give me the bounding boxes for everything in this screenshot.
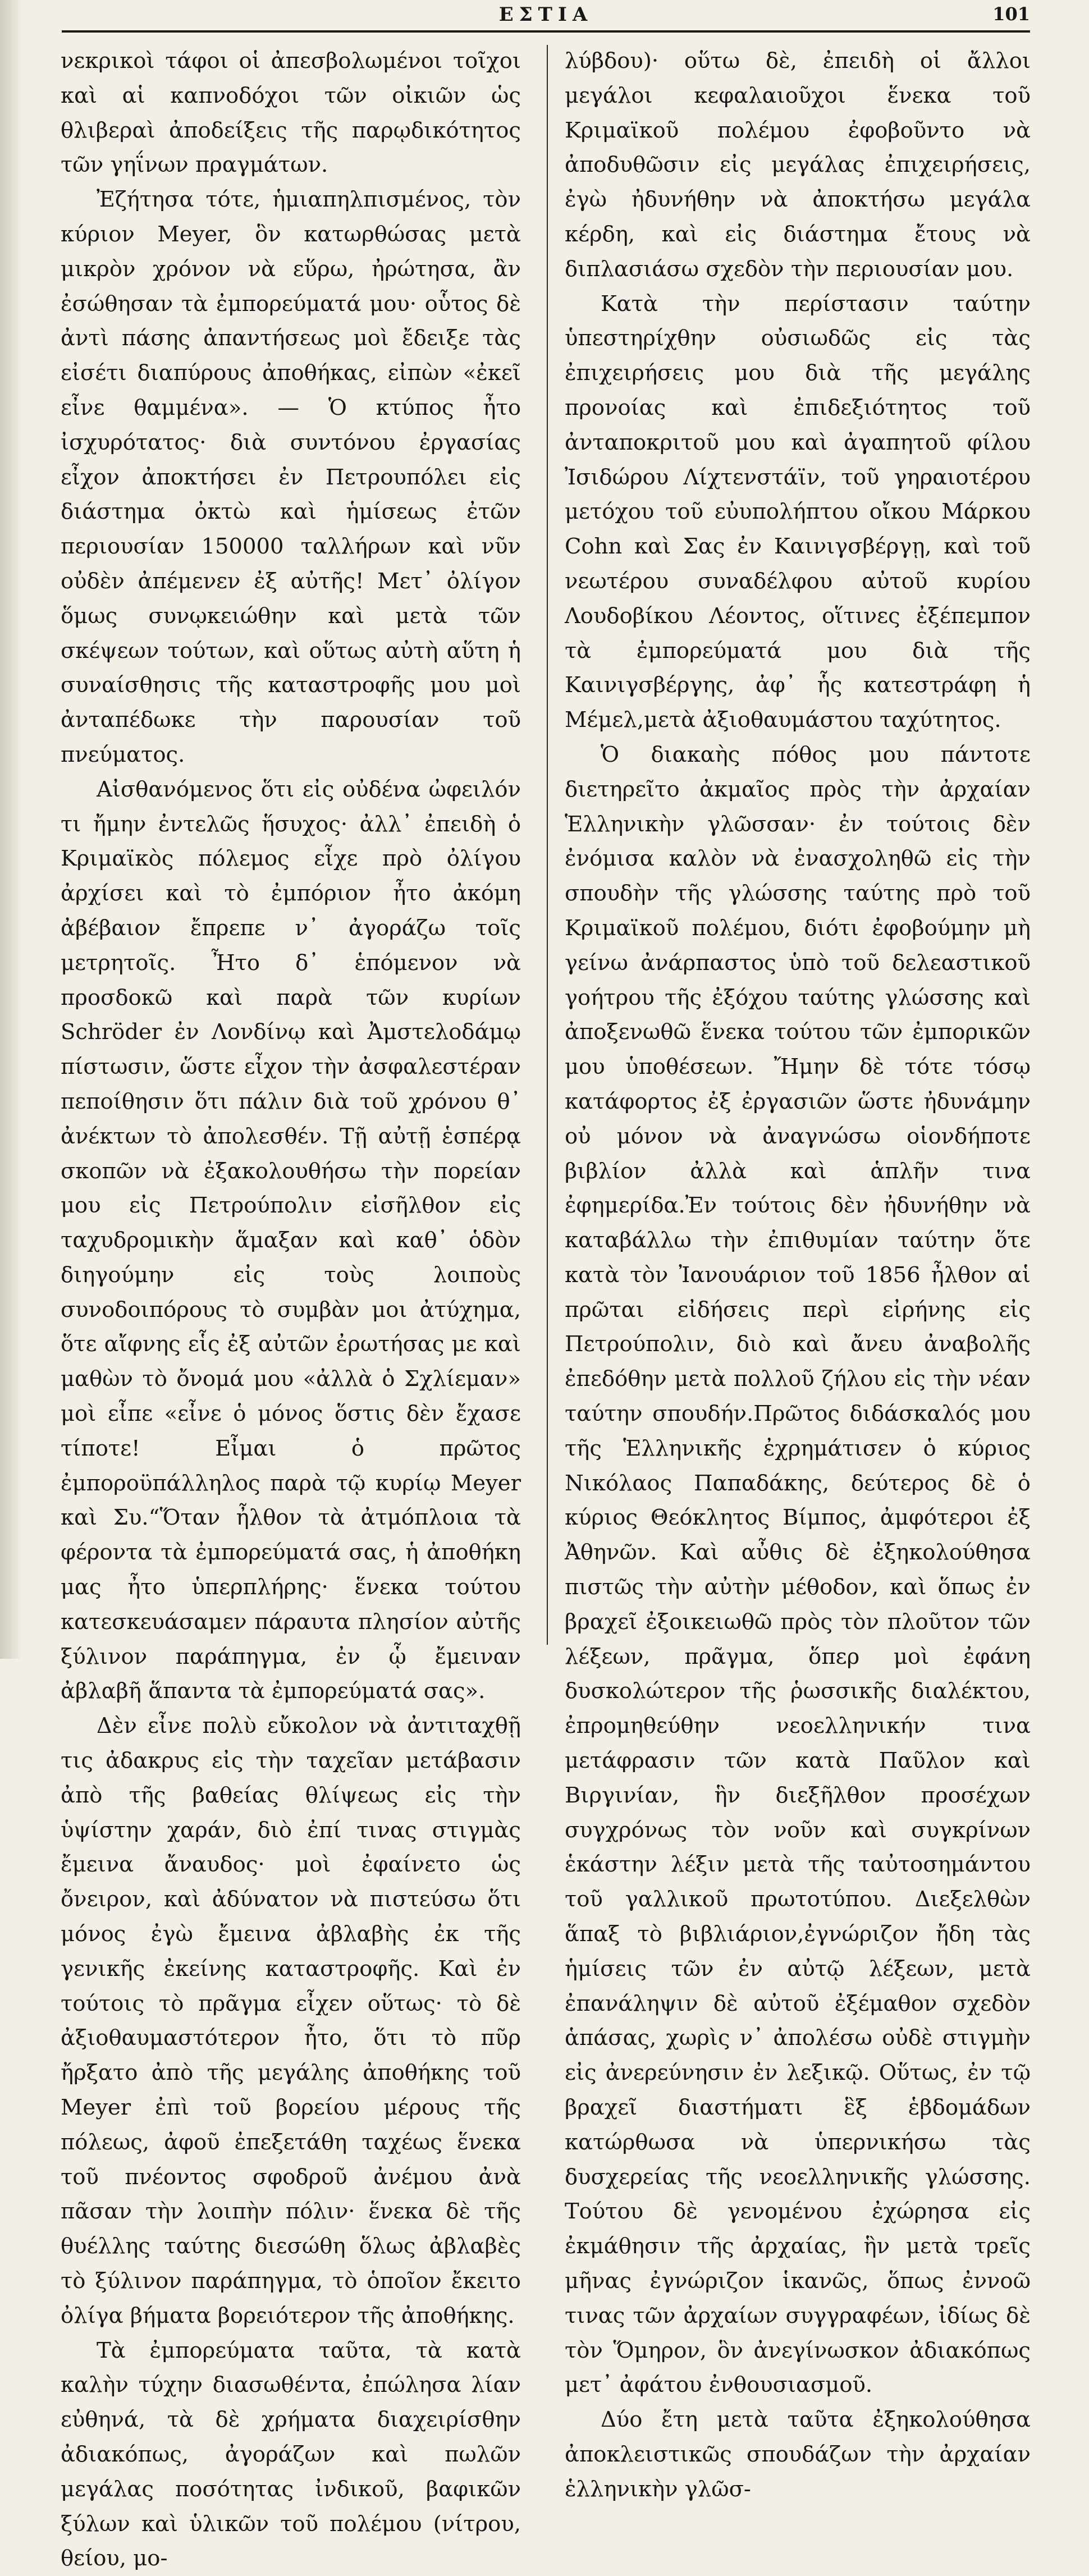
paragraph: Ὁ διακαὴς πόθος μου πάντοτε διετηρεῖτο ἀκμαῖος πρὸς τὴν ἀρχαίαν Ἑλληνικὴν γλῶσσαν· ἐν τούτοις δὲν ἐνόμισα καλὸν νὰ ἐνασχοληθῶ εἰς τὴν σπουδὴν τῆς γλώσσης ταύτης πρὸ τοῦ Κριμαϊκοῦ πολέμου, διότι ἐφοβούμην μὴ γείνω ἀνάρπαστος ὑπὸ τοῦ δελεαστικοῦ γοήτρου τῆς ἐξόχου ταύτης γλώσσης καὶ ἀποξενωθῶ ἕνεκα τούτου τῶν ἐμπορικῶν μου ὑποθέσεων. Ἤμην δὲ τότε τόσῳ κατάφορτος ἐξ ἐργασιῶν ὥστε ἠδυνάμην οὐ μόνον νὰ ἀναγνώσω οἱονδήποτε βιβλίον ἀλλὰ καὶ ἁπλῆν τινα ἐφημερίδα.Ἐν τούτοις δὲν ἠδυνήθην νὰ καταβάλλω τὴν ἐπιθυμίαν ταύτην ὅτε κατὰ τὸν Ἰανουάριον τοῦ 1856 ἦλθον αἱ πρῶται εἰδήσεις περὶ εἰρήνης εἰς Πετρούπολιν, διὸ καὶ ἄνευ ἀναβολῆς ἐπεδόθην μετὰ πολλοῦ ζήλου εἰς τὴν νέαν ταύτην σπουδήν.Πρῶτος διδάσκαλός μου τῆς Ἑλληνικῆς ἐχρημάτισεν ὁ κύριος Νικόλαος Παπαδάκης, δεύτερος δὲ ὁ κύριος Θεόκλητος Βίμπος, ἀμφότεροι ἐξ Ἀθηνῶν. Καὶ αὖθις δὲ ἐξηκολούθησα πιστῶς τὴν αὐτὴν μέθοδον, καὶ ὅπως ἐν βραχεῖ ἐξοικειωθῶ πρὸς τὸν πλοῦτον τῶν λέξεων, πρᾶγμα, ὅπερ μοὶ ἐφάνη δυσκολώτερον τῆς ῥωσσικῆς διαλέκτου, ἐπρομηθεύθην νεοελληνικήν τινα μετάφρασιν τῶν κατὰ Παῦλον καὶ Βιργινίαν, ἣν διεξῆλθον προσέχων συγχρόνως τὸν νοῦν καὶ συγκρίνων ἑκάστην λέξιν μετὰ τῆς ταὐτοσημάντου τοῦ γαλλικοῦ πρωτοτύπου. Διεξελθὼν ἅπαξ τὸ βιβλιάριον,ἐγνώριζον ἤδη τὰς ἡμίσεις τῶν ἐν αὐτῷ λέξεων, μετὰ ἐπανάληψιν δὲ αὐτοῦ ἐξέμαθον σχεδὸν ἁπάσας, χωρὶς ν᾿ ἀπολέσω οὐδὲ στιγμὴν εἰς ἀνερεύνησιν ἐν λεξικῷ. Οὕτως, ἐν τῷ βραχεῖ διαστήματι ἓξ ἑβδομάδων κατώρθωσα νὰ ὑπερνικήσω τὰς δυσχερείας τῆς νεοελληνικῆς γλώσσης. Τούτου δὲ γενομένου ἐχώρησα εἰς ἐκμάθησιν τῆς ἀρχαίας, ἣν μετὰ τρεῖς μῆνας ἐγνώριζον ἱκανῶς, ὅπως ἐννοῶ τινας τῶν ἀρχαίων συγγραφέων, ἰδίως δὲ τὸν Ὅμηρον, ὃν ἀνεγίνωσκον ἀδιακόπως μετ᾿ ἀφάτου ἐνθουσιασμοῦ. (565, 742, 1031, 2398)
left-column (61, 44, 521, 2576)
paragraph: Δὲν εἶνε πολὺ εὔκολον νὰ ἀντιταχθῇ τις ἀδακρυς εἰς τὴν ταχεῖαν μετάβασιν ἀπὸ τῆς βαθείας θλίψεως εἰς τὴν ὑψίστην χαράν, διὸ ἐπί τινας στιγμὰς ἔμεινα ἄναυδος· μοὶ ἐφαίνετο ὡς ὄνειρον, καὶ ἀδύνατον νὰ πιστεύσω ὅτι μόνος ἐγὼ ἔμεινα ἀβλαβὴς ἐκ τῆς γενικῆς ἐκείνης καταστροφῆς. Καὶ ἐν τούτοις τὸ πρᾶγμα εἶχεν οὕτως· τὸ δὲ ἀξιοθαυμαστότερον ἦτο, ὅτι τὸ πῦρ ἤρξατο ἀπὸ τῆς μεγάλης ἀποθήκης τοῦ Meyer ἐπὶ τοῦ βορείου μέρους τῆς πόλεως, ἀφοῦ ἐπεξετάθη ταχέως ἕνεκα τοῦ πνέοντος σφοδροῦ ἀνέμου ἀνὰ πᾶσαν τὴν λοιπὴν πόλιν· ἕνεκα δὲ τῆς θυέλλης ταύτης διεσώθη ὅλως ἀβλαβὲς τὸ ξύλινον παράπηγμα, τὸ ὁποῖον ἔκειτο ὀλίγα βήματα βορειότερον τῆς ἀποθήκης. (61, 1713, 521, 2328)
paragraph: Αἰσθανόμενος ὅτι εἰς οὐδένα ὠφειλόν τι ἤμην ἐντελῶς ἥσυχος· ἀλλ᾿ ἐπειδὴ ὁ Κριμαϊκὸς πόλεμος εἶχε πρὸ ὀλίγου ἀρχίσει καὶ τὸ ἐμπόριον ἦτο ἀκόμη ἀβέβαιον ἔπρεπε ν᾿ ἀγοράζω τοῖς μετρητοῖς. Ἦτο δ᾿ ἑπόμενον νὰ προσδοκῶ καὶ παρὰ τῶν κυρίων Schröder ἐν Λονδίνῳ καὶ Ἀμστελοδάμῳ πίστωσιν, ὥστε εἶχον τὴν ἀσφαλεστέραν πεποίθησιν ὅτι πάλιν διὰ τοῦ χρόνου θ᾿ ἀνέκτων τὸ ἀπολεσθέν. Τῇ αὐτῇ ἑσπέρᾳ σκοπῶν νὰ ἐξακολουθήσω τὴν πορείαν μου εἰς Πετρούπολιν εἰσῆλθον εἰς ταχυδρομικὴν ἅμαξαν καὶ καθ᾿ ὁδὸν διηγούμην εἰς τοὺς λοιποὺς συνοδοιπόρους τὸ συμβὰν μοι ἀτύχημα, ὅτε αἴφνης εἷς ἐξ αὐτῶν ἐρωτήσας με καὶ μαθὼν τὸ ὄνομά μου «ἀλλὰ ὁ Σχλίεμαν» μοὶ εἶπε «εἶνε ὁ μόνος ὅστις δὲν ἔχασε τίποτε! Εἶμαι ὁ πρῶτος ἐμποροϋπάλληλος παρὰ τῷ κυρίῳ Meyer καὶ Συ.“Ὅταν ἦλθον τὰ ἀτμόπλοια τὰ φέροντα τὰ ἐμπορεύματά σας, ἡ ἀποθήκη μας ἦτο ὑπερπλήρης· ἕνεκα τούτου κατεσκευάσαμεν πάραυτα πλησίον αὐτῆς ξύλινον παράπηγμα, ἐν ᾧ ἔμειναν ἀβλαβῆ ἅπαντα τὰ ἐμπορεύματά σας». (61, 776, 521, 1704)
paragraph: Τὰ ἐμπορεύματα ταῦτα, τὰ κατὰ καλὴν τύχην διασωθέντα, ἐπώλησα λίαν εὐθηνά, τὰ δὲ χρήματα διαχειρίσθην ἀδιακόπως, ἀγοράζων καὶ πωλῶν μεγάλας ποσότητας ἰνδικοῦ, βαφικῶν ξύλων καὶ ὑλικῶν τοῦ πολέμου (νίτρου, θείου, μο- (61, 2337, 521, 2572)
column-divider (547, 45, 548, 1645)
right-column (565, 44, 1031, 2507)
paragraph: Ἐζήτησα τότε, ἡμιαπηλπισμένος, τὸν κύριον Meyer, ὃν κατωρθώσας μετὰ μικρὸν χρόνον νὰ εὕρω, ἠρώτησα, ἂν ἐσώθησαν τὰ ἐμπορεύματά μου· οὗτος δὲ ἀντὶ πάσης ἀπαντήσεως μοὶ ἔδειξε τὰς εἰσέτι διαπύρους ἀποθήκας, εἰπὼν «ἐκεῖ εἶνε θαμμένα». — Ὁ κτύπος ἦτο ἰσχυρότατος· διὰ συντόνου ἐργασίας εἶχον ἀποκτήσει ἐν Πετρουπόλει εἰς διάστημα ὀκτὼ καὶ ἡμίσεως ἐτῶν περιουσίαν 150000 ταλλήρων καὶ νῦν οὐδὲν ἀπέμενεν ἐξ αὐτῆς! Μετ᾿ ὀλίγον ὅμως συνῳκειώθην καὶ μετὰ τῶν σκέψεων τούτων, καὶ οὕτως αὐτὴ αὕτη ἡ συναίσθησις τῆς καταστροφῆς μου μοὶ ἀνταπέδωκε τὴν παρουσίαν τοῦ πνεύματος. (61, 187, 521, 767)
header-rule (62, 30, 1030, 33)
paragraph: νεκρικοὶ τάφοι οἱ ἀπεσβολωμένοι τοῖχοι καὶ αἱ καπνοδόχοι τῶν οἰκιῶν ὡς θλιβεραὶ ἀποδείξεις τῆς παρῳδικότητος τῶν γηΐνων πραγμάτων. (61, 48, 521, 178)
paragraph: Κατὰ τὴν περίστασιν ταύτην ὑπεστηρίχθην οὐσιωδῶς εἰς τὰς ἐπιχειρήσεις μου διὰ τῆς μεγάλης προνοίας καὶ ἐπιδεξιότητος τοῦ ἀνταποκριτοῦ μου καὶ ἀγαπητοῦ φίλου Ἰσιδώρου Λίχτενστάϊν, τοῦ γηραιοτέρου μετόχου τοῦ εὐυπολήπτου οἴκου Μάρκου Cohn καὶ Σας ἐν Καινιγσβέργῃ, καὶ τοῦ νεωτέρου συναδέλφου αὐτοῦ κυρίου Λουδοβίκου Λέοντος, οἵτινες ἐξέπεμπον τὰ ἐμπορεύματά μου διὰ τῆς Καινιγσβέργης, ἀφ᾿ ἧς κατεστράφη ἡ Μέμελ,μετὰ ἀξιοθαυμάστου ταχύτητος. (565, 291, 1031, 733)
journal-title: ΕΣΤΙΑ (498, 3, 593, 26)
paragraph: λύβδου)· οὕτω δὲ, ἐπειδὴ οἱ ἄλλοι μεγάλοι κεφαλαιοῦχοι ἕνεκα τοῦ Κριμαϊκοῦ πολέμου ἐφοβοῦντο νὰ ἀποδυθῶσιν εἰς μεγάλας ἐπιχειρήσεις, ἐγὼ ἠδυνήθην νὰ ἀποκτήσω μεγάλα κέρδη, καὶ εἰς διάστημα ἔτους νὰ διπλασιάσω σχεδὸν τὴν περιουσίαν μου. (565, 48, 1031, 282)
page-gutter-shadow (0, 0, 22, 1659)
paragraph: Δύο ἔτη μετὰ ταῦτα ἐξηκολούθησα ἀποκλειστικῶς σπουδάζων τὴν ἀρχαίαν ἑλληνικὴν γλῶσ- (565, 2407, 1031, 2502)
page-header (62, 0, 1030, 29)
page-number: 101 (992, 3, 1030, 25)
